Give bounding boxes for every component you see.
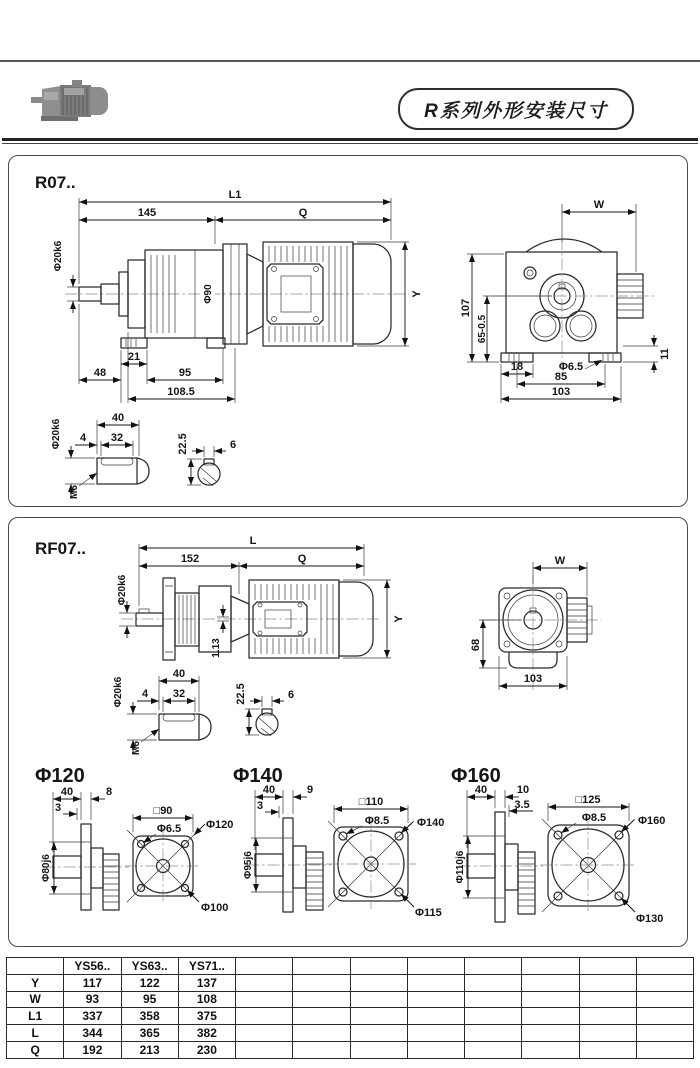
dim-21: 21	[127, 351, 141, 363]
dim-phi90: Φ90	[203, 284, 214, 304]
flange-140-label: Φ140	[233, 765, 283, 787]
dim-68: 68	[470, 638, 482, 652]
row-label: Q	[7, 1041, 64, 1058]
dim-y: Y	[411, 290, 423, 298]
dim-w: W	[554, 555, 566, 567]
dim-f160-10: 10	[516, 784, 530, 796]
col-header	[636, 958, 693, 975]
dim-cell: 108	[178, 991, 235, 1008]
dim-key-32: 32	[172, 688, 186, 700]
dim-cell: 375	[178, 1008, 235, 1025]
r07-shaft-detail	[51, 412, 149, 499]
dim-f140-hole: Φ8.5	[364, 815, 390, 827]
dim-152: 152	[180, 553, 200, 565]
dim-shaft-dia: Φ20k6	[117, 574, 128, 606]
dim-cell: 344	[64, 1025, 121, 1042]
dim-l: L	[249, 535, 257, 547]
dim-cell	[465, 1025, 522, 1042]
dim-key-32: 32	[110, 432, 124, 444]
row-label: L	[7, 1025, 64, 1042]
dim-cell	[236, 1025, 293, 1042]
dim-cell	[350, 1025, 407, 1042]
dim-f160-hole: Φ8.5	[581, 812, 607, 824]
dim-cell	[636, 974, 693, 991]
col-header	[407, 958, 464, 975]
flange-160-group	[451, 765, 665, 925]
table-row	[7, 991, 694, 1008]
dim-22-5: 22.5	[177, 433, 189, 455]
dim-cell: 137	[178, 974, 235, 991]
dim-cell	[579, 974, 636, 991]
dim-f120-hole: Φ6.5	[156, 823, 182, 835]
r07-drawing	[9, 156, 685, 504]
dim-cell	[522, 974, 579, 991]
dim-6: 6	[287, 689, 295, 701]
rf07-section-label: RF07..	[35, 539, 87, 558]
dim-f120-bolt: Φ100	[201, 902, 229, 914]
dim-hole: Φ6.5	[558, 361, 584, 373]
dimension-table	[6, 957, 694, 1059]
dim-cell: 122	[121, 974, 178, 991]
dim-key-4: 4	[141, 688, 149, 700]
dim-cell	[293, 991, 350, 1008]
dim-145: 145	[137, 207, 157, 219]
dim-cell	[236, 1008, 293, 1025]
rf07-shaft-detail	[113, 668, 211, 755]
dim-key-40: 40	[111, 412, 125, 424]
table-row	[7, 1041, 694, 1058]
dim-cell	[293, 1008, 350, 1025]
dim-f140-outer: Φ140	[417, 817, 445, 829]
dim-key-40: 40	[172, 668, 186, 680]
dim-cell: 365	[121, 1025, 178, 1042]
dim-cell	[236, 1041, 293, 1058]
dim-w: W	[593, 199, 605, 211]
rf07-drawing	[9, 518, 685, 944]
dim-1-13: 1.13	[211, 638, 222, 658]
dim-shaft-dia: Φ20k6	[53, 240, 64, 272]
dim-f140-3: 3	[256, 800, 264, 812]
dim-6: 6	[229, 439, 237, 451]
dim-q: Q	[298, 207, 308, 219]
dim-f140-square: □110	[358, 796, 384, 808]
dim-cell	[350, 1008, 407, 1025]
col-header	[293, 958, 350, 975]
dim-107: 107	[460, 298, 472, 318]
r07-side-view	[53, 189, 423, 403]
dim-cell	[465, 1008, 522, 1025]
row-label: W	[7, 991, 64, 1008]
dim-f140-bolt: Φ115	[415, 907, 442, 919]
dim-cell	[293, 974, 350, 991]
flange-140-group	[233, 765, 444, 919]
dim-cell	[407, 1025, 464, 1042]
dim-22-5: 22.5	[235, 683, 247, 705]
dim-cell	[293, 1025, 350, 1042]
dim-f140-40: 40	[262, 784, 276, 796]
dim-cell	[579, 1025, 636, 1042]
dim-103: 103	[551, 386, 571, 398]
dim-11: 11	[659, 348, 671, 360]
dim-cell	[350, 1041, 407, 1058]
section-r07	[8, 155, 688, 507]
dim-cell	[350, 991, 407, 1008]
dim-cell: 230	[178, 1041, 235, 1058]
flange-120-group	[35, 765, 233, 914]
dim-95: 95	[178, 367, 192, 379]
dim-cell	[465, 1041, 522, 1058]
dim-cell	[465, 974, 522, 991]
page-title: R系列外形安装尺寸	[398, 88, 634, 130]
dim-18: 18	[510, 361, 524, 373]
dim-cell	[407, 1041, 464, 1058]
dim-cell	[350, 974, 407, 991]
dim-cell	[522, 991, 579, 1008]
dim-cell	[293, 1041, 350, 1058]
dim-f120-shaft: Φ80j6	[41, 854, 52, 882]
dim-cell	[407, 974, 464, 991]
dim-cell	[236, 974, 293, 991]
rf07-keyway-detail	[235, 683, 294, 736]
dim-85: 85	[554, 371, 568, 383]
gear-motor-photo-icon	[28, 74, 116, 128]
dim-65: 65-0.5	[477, 314, 488, 344]
dim-cell: 93	[64, 991, 121, 1008]
dim-f160-outer: Φ160	[638, 815, 666, 827]
top-rule	[0, 60, 700, 62]
dim-cell	[522, 1008, 579, 1025]
table-row	[7, 1025, 694, 1042]
dim-f140-9: 9	[306, 784, 314, 796]
dim-f160-bolt: Φ130	[636, 913, 664, 925]
dim-cell	[522, 1041, 579, 1058]
col-header	[350, 958, 407, 975]
col-header	[579, 958, 636, 975]
dim-cell	[579, 991, 636, 1008]
dim-cell	[636, 1008, 693, 1025]
dim-q: Q	[297, 553, 307, 565]
dim-cell	[636, 991, 693, 1008]
dim-cell	[579, 1008, 636, 1025]
row-label: Y	[7, 974, 64, 991]
dim-cell: 382	[178, 1025, 235, 1042]
dim-f120-3: 3	[54, 802, 62, 814]
dim-key-dia: Φ20k6	[51, 418, 62, 450]
table-row	[7, 1008, 694, 1025]
dim-key-4: 4	[79, 432, 87, 444]
r07-section-label: R07..	[35, 173, 76, 192]
col-header	[522, 958, 579, 975]
dim-f160-3-5: 3.5	[514, 799, 530, 811]
dim-l1: L1	[228, 189, 242, 201]
rf07-side-view	[117, 535, 405, 660]
dim-cell	[636, 1041, 693, 1058]
dim-cell	[236, 991, 293, 1008]
dim-f140-shaft: Φ95j6	[243, 851, 254, 879]
dim-f120-square: □90	[153, 805, 173, 817]
dim-cell: 117	[64, 974, 121, 991]
col-header: YS63..	[121, 958, 178, 975]
col-header	[236, 958, 293, 975]
dim-f160-shaft: Φ110j6	[455, 850, 466, 884]
flange-120-label: Φ120	[35, 765, 85, 787]
col-header	[7, 958, 64, 975]
dim-103: 103	[523, 673, 543, 685]
table-row	[7, 974, 694, 991]
dim-cell: 192	[64, 1041, 121, 1058]
header-separator-thin	[2, 143, 698, 144]
dim-cell	[522, 1025, 579, 1042]
flange-160-label: Φ160	[451, 765, 501, 787]
row-label: L1	[7, 1008, 64, 1025]
dim-cell	[407, 991, 464, 1008]
dim-cell: 95	[121, 991, 178, 1008]
r07-keyway-detail	[177, 433, 236, 486]
section-rf07	[8, 517, 688, 947]
dim-m6: M6	[69, 485, 80, 499]
col-header	[465, 958, 522, 975]
dim-f120-8: 8	[105, 786, 113, 798]
dim-f160-40: 40	[474, 784, 488, 796]
dim-48: 48	[93, 367, 107, 379]
dim-m6: M6	[131, 741, 142, 755]
dim-key-dia: Φ20k6	[113, 676, 124, 708]
header-separator	[2, 138, 698, 141]
col-header: YS71..	[178, 958, 235, 975]
dim-cell	[407, 1008, 464, 1025]
dim-f120-outer: Φ120	[206, 819, 234, 831]
dim-cell: 358	[121, 1008, 178, 1025]
dim-cell	[636, 1025, 693, 1042]
dim-f160-square: □125	[575, 794, 601, 806]
rf07-end-view	[470, 555, 601, 690]
dim-f120-40: 40	[60, 786, 74, 798]
dim-cell	[579, 1041, 636, 1058]
col-header: YS56..	[64, 958, 121, 975]
dim-cell	[465, 991, 522, 1008]
dim-cell: 337	[64, 1008, 121, 1025]
dim-108-5: 108.5	[167, 386, 195, 398]
dim-cell: 213	[121, 1041, 178, 1058]
dim-y: Y	[393, 615, 405, 623]
r07-end-view	[460, 199, 671, 403]
